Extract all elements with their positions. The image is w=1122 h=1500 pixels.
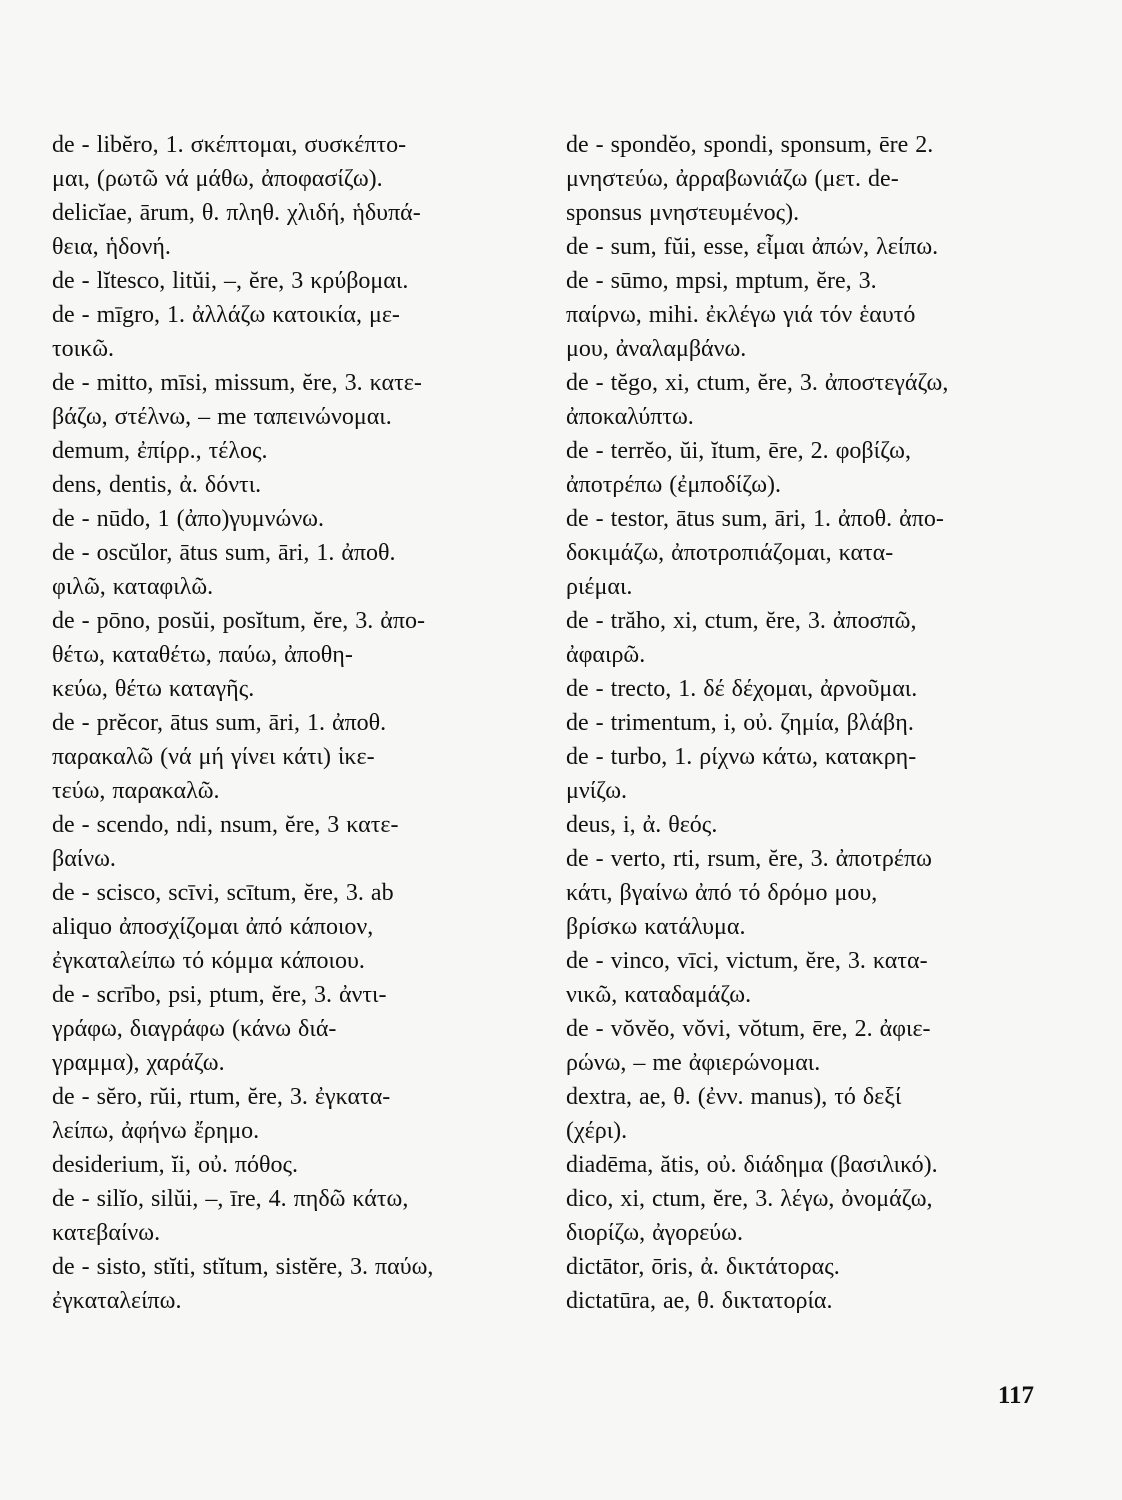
- entry-line: τοικῶ.: [52, 336, 114, 362]
- dictionary-entry: [52, 1250, 557, 1318]
- entry-line: ἀποκαλύπτω.: [566, 404, 694, 430]
- dictionary-entry: [52, 196, 557, 264]
- entry-line: de - turbo, 1. ρίχνω κάτω, κατακρη-: [566, 744, 917, 770]
- entry-line: γραμμα), χαράζω.: [52, 1050, 225, 1076]
- entry-line: de - spondĕo, spondi, sponsum, ēre 2.: [566, 132, 934, 158]
- dictionary-entry: [566, 672, 1066, 706]
- left-column: [52, 128, 557, 1318]
- entry-line: παίρνω, mihi. ἐκλέγω γιά τόν ἑαυτό: [566, 302, 916, 328]
- entry-line: desiderium, ĭi, οὐ. πόθος.: [52, 1152, 298, 1178]
- entry-line: de - trimentum, i, οὐ. ζημία, βλάβη.: [566, 710, 914, 736]
- dictionary-entry: [52, 1182, 557, 1250]
- entry-line: μαι, (ρωτῶ νά μάθω, ἀποφασίζω).: [52, 166, 383, 192]
- dictionary-entry: [566, 808, 1066, 842]
- dictionary-entry: [566, 944, 1066, 1012]
- entry-line: de - sisto, stĭti, stĭtum, sistĕre, 3. παύω,: [52, 1254, 434, 1280]
- entry-line: ἀφαιρῶ.: [566, 642, 646, 668]
- dictionary-entry: [566, 842, 1066, 944]
- entry-line: de - silĭo, silŭi, –, īre, 4. πηδῶ κάτω,: [52, 1186, 409, 1212]
- dictionary-entry: [52, 876, 557, 978]
- entry-line: de - testor, ātus sum, āri, 1. ἀποθ. ἀπο-: [566, 506, 944, 532]
- entry-line: de - lĭtesco, litŭi, –, ĕre, 3 κρύβομαι.: [52, 268, 409, 294]
- dictionary-entry: [566, 1012, 1066, 1080]
- entry-line: μνίζω.: [566, 778, 628, 804]
- entry-line: deus, i, ἀ. θεός.: [566, 812, 718, 838]
- entry-line: aliquo ἀποσχίζομαι ἀπό κάποιον,: [52, 914, 374, 940]
- entry-line: διορίζω, ἀγορεύω.: [566, 1220, 743, 1246]
- dictionary-entry: [566, 128, 1066, 230]
- dictionary-entry: [566, 434, 1066, 502]
- dictionary-entry: [52, 468, 557, 502]
- dictionary-entry: [566, 740, 1066, 808]
- entry-line: dictātor, ōris, ἀ. δικτάτορας.: [566, 1254, 840, 1280]
- dictionary-entry: [52, 298, 557, 366]
- entry-line: μου, ἀναλαμβάνω.: [566, 336, 747, 362]
- dictionary-entry: [566, 1080, 1066, 1148]
- dictionary-entry: [566, 604, 1066, 672]
- dictionary-entry: [52, 536, 557, 604]
- entry-line: de - terrĕo, ŭi, ĭtum, ēre, 2. φοβίζω,: [566, 438, 911, 464]
- entry-line: dico, xi, ctum, ĕre, 3. λέγω, ὀνομάζω,: [566, 1186, 933, 1212]
- entry-line: de - vinco, vīci, victum, ĕre, 3. κατα-: [566, 948, 928, 974]
- dictionary-entry: [566, 1148, 1066, 1182]
- entry-line: βαίνω.: [52, 846, 116, 872]
- entry-line: de - sūmo, mpsi, mptum, ĕre, 3.: [566, 268, 877, 294]
- entry-line: ρώνω, – me ἀφιερώνομαι.: [566, 1050, 821, 1076]
- dictionary-entry: [566, 264, 1066, 366]
- entry-line: de - mitto, mīsi, missum, ĕre, 3. κατε-: [52, 370, 422, 396]
- entry-line: δοκιμάζω, ἀποτροπιάζομαι, κατα-: [566, 540, 894, 566]
- entry-line: sponsus μνηστευμένος).: [566, 200, 800, 226]
- dictionary-entry: [566, 1182, 1066, 1250]
- dictionary-entry: [52, 978, 557, 1080]
- entry-line: ἐγκαταλείπω.: [52, 1288, 182, 1314]
- entry-line: κεύω, θέτω καταγῆς.: [52, 676, 255, 702]
- entry-line: ἀποτρέπω (ἐμποδίζω).: [566, 472, 781, 498]
- dictionary-entry: [52, 502, 557, 536]
- entry-line: de - vŏvĕo, vŏvi, vŏtum, ēre, 2. ἀφιε-: [566, 1016, 931, 1042]
- dictionary-entry: [52, 434, 557, 468]
- dictionary-entry: [566, 1284, 1066, 1318]
- entry-line: de - mīgro, 1. ἀλλάζω κατοικία, με-: [52, 302, 400, 328]
- entry-line: γράφω, διαγράφω (κάνω διά-: [52, 1016, 337, 1042]
- entry-line: dictatūra, ae, θ. δικτατορία.: [566, 1288, 833, 1314]
- entry-line: dens, dentis, ἀ. δόντι.: [52, 472, 262, 498]
- entry-line: μνηστεύω, ἀρραβωνιάζω (μετ. de-: [566, 166, 899, 192]
- entry-line: de - oscŭlor, ātus sum, āri, 1. ἀποθ.: [52, 540, 396, 566]
- entry-line: de - scrībo, psi, ptum, ĕre, 3. ἀντι-: [52, 982, 387, 1008]
- entry-line: de - scendo, ndi, nsum, ĕre, 3 κατε-: [52, 812, 399, 838]
- entry-line: de - tĕgo, xi, ctum, ĕre, 3. ἀποστεγάζω,: [566, 370, 949, 396]
- dictionary-entry: [566, 230, 1066, 264]
- entry-line: λείπω, ἀφήνω ἔρημο.: [52, 1118, 260, 1144]
- entry-line: de - scisco, scīvi, scītum, ĕre, 3. ab: [52, 880, 394, 906]
- entry-line: κατεβαίνω.: [52, 1220, 161, 1246]
- dictionary-entry: [566, 706, 1066, 740]
- dictionary-entry: [52, 1080, 557, 1148]
- entry-line: ἐγκαταλείπω τό κόμμα κάποιου.: [52, 948, 365, 974]
- entry-line: de - libĕro, 1. σκέπτομαι, συσκέπτο-: [52, 132, 407, 158]
- dictionary-entry: [566, 1250, 1066, 1284]
- entry-line: νικῶ, καταδαμάζω.: [566, 982, 752, 1008]
- entry-line: βάζω, στέλνω, – me ταπεινώνομαι.: [52, 404, 392, 430]
- entry-line: τεύω, παρακαλῶ.: [52, 778, 220, 804]
- dictionary-entry: [52, 604, 557, 706]
- entry-line: κάτι, βγαίνω ἀπό τό δρόμο μου,: [566, 880, 878, 906]
- entry-line: ριέμαι.: [566, 574, 633, 600]
- entry-line: dextra, ae, θ. (ἐνν. manus), τό δεξί: [566, 1084, 902, 1110]
- entry-line: de - verto, rti, rsum, ĕre, 3. ἀποτρέπω: [566, 846, 932, 872]
- dictionary-entry: [52, 808, 557, 876]
- dictionary-entry: [52, 128, 557, 196]
- entry-line: βρίσκω κατάλυμα.: [566, 914, 746, 940]
- dictionary-entry: [52, 1148, 557, 1182]
- entry-line: de - trăho, xi, ctum, ĕre, 3. ἀποσπῶ,: [566, 608, 917, 634]
- entry-line: de - sum, fŭi, esse, εἶμαι ἀπών, λείπω.: [566, 234, 939, 260]
- dictionary-entry: [52, 706, 557, 808]
- entry-line: de - prĕcor, ātus sum, āri, 1. ἀποθ.: [52, 710, 387, 736]
- entry-line: de - trecto, 1. δέ δέχομαι, ἀρνοῦμαι.: [566, 676, 918, 702]
- dictionary-entry: [52, 264, 557, 298]
- right-column: [566, 128, 1066, 1318]
- entry-line: de - nūdo, 1 (ἀπο)γυμνώνω.: [52, 506, 324, 532]
- entry-line: παρακαλῶ (νά μή γίνει κάτι) ἱκε-: [52, 744, 375, 770]
- entry-line: delicĭae, ārum, θ. πληθ. χλιδή, ἡδυπά-: [52, 200, 421, 226]
- entry-line: θέτω, καταθέτω, παύω, ἀποθη-: [52, 642, 353, 668]
- entry-line: de - pōno, posŭi, posĭtum, ĕre, 3. ἀπο-: [52, 608, 425, 634]
- entry-line: diadēma, ătis, οὐ. διάδημα (βασιλικό).: [566, 1152, 938, 1178]
- dictionary-entry: [566, 502, 1066, 604]
- entry-line: θεια, ἡδονή.: [52, 234, 171, 260]
- entry-line: φιλῶ, καταφιλῶ.: [52, 574, 214, 600]
- dictionary-entry: [566, 366, 1066, 434]
- entry-line: demum, ἐπίρρ., τέλος.: [52, 438, 268, 464]
- entry-line: de - sĕro, rŭi, rtum, ĕre, 3. ἐγκατα-: [52, 1084, 391, 1110]
- entry-line: (χέρι).: [566, 1118, 628, 1144]
- dictionary-entry: [52, 366, 557, 434]
- page-number: 117: [997, 1382, 1034, 1409]
